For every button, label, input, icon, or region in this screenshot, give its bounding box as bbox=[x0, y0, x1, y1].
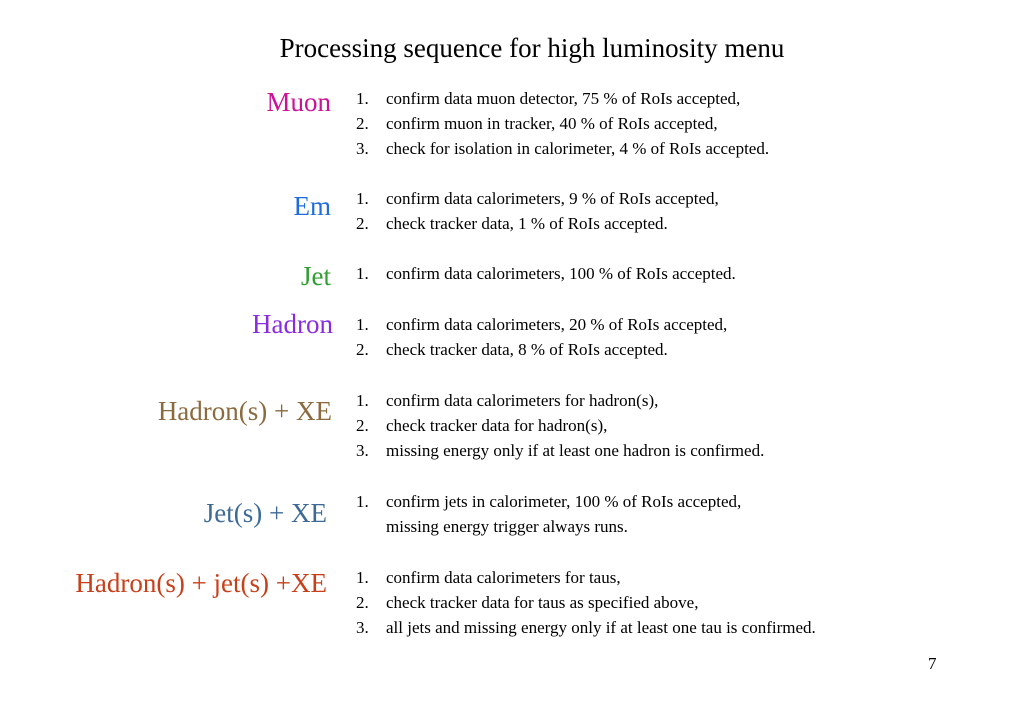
item-text: confirm data muon detector, 75 % of RoIs accepted, bbox=[386, 89, 741, 108]
item-number: 1. bbox=[356, 391, 369, 410]
item-number: 1. bbox=[356, 189, 369, 208]
page-number: 7 bbox=[928, 654, 937, 673]
list-item bbox=[356, 187, 719, 211]
item-number: 2. bbox=[356, 114, 369, 133]
list-item bbox=[356, 389, 658, 413]
item-number: 2. bbox=[356, 340, 369, 359]
item-text: all jets and missing energy only if at least one tau is confirmed. bbox=[386, 618, 816, 637]
list-item bbox=[356, 439, 764, 463]
item-text: confirm data calorimeters, 100 % of RoIs accepted. bbox=[386, 264, 736, 283]
item-text: confirm muon in tracker, 40 % of RoIs accepted, bbox=[386, 114, 718, 133]
item-number: 1. bbox=[356, 89, 369, 108]
list-item bbox=[356, 338, 668, 362]
item-text: confirm jets in calorimeter, 100 % of RoIs accepted, bbox=[386, 492, 742, 511]
list-item bbox=[356, 616, 816, 640]
item-text: check for isolation in calorimeter, 4 % of RoIs accepted. bbox=[386, 139, 770, 158]
section-label-em: Em bbox=[293, 191, 331, 221]
list-item bbox=[356, 87, 740, 111]
item-number: 1. bbox=[356, 568, 369, 587]
section-label-hadron-jets-xe: Hadron(s) + jet(s) +XE bbox=[75, 568, 327, 598]
item-number: 3. bbox=[356, 618, 369, 637]
item-number: 2. bbox=[356, 416, 369, 435]
item-text: confirm data calorimeters for taus, bbox=[386, 568, 621, 587]
item-number: 3. bbox=[356, 441, 369, 460]
section-label-jets-xe: Jet(s) + XE bbox=[203, 498, 327, 528]
item-number: 1. bbox=[356, 264, 369, 283]
item-text: missing energy trigger always runs. bbox=[386, 517, 628, 536]
item-number: 3. bbox=[356, 139, 369, 158]
list-item bbox=[356, 591, 698, 615]
item-text: check tracker data for taus as specified above, bbox=[386, 593, 699, 612]
list-item bbox=[356, 212, 668, 236]
list-item bbox=[356, 112, 718, 136]
item-number: 2. bbox=[356, 593, 369, 612]
item-text: confirm data calorimeters, 9 % of RoIs accepted, bbox=[386, 189, 719, 208]
section-label-hadron-xe: Hadron(s) + XE bbox=[157, 396, 332, 426]
item-text: check tracker data, 1 % of RoIs accepted. bbox=[386, 214, 668, 233]
list-item bbox=[356, 414, 607, 438]
item-text: check tracker data, 8 % of RoIs accepted. bbox=[386, 340, 668, 359]
item-text: confirm data calorimeters for hadron(s), bbox=[386, 391, 659, 410]
item-number: 1. bbox=[356, 315, 369, 334]
list-item bbox=[356, 262, 736, 286]
section-label-hadron: Hadron bbox=[252, 309, 333, 339]
list-item-continuation bbox=[386, 515, 628, 539]
list-item bbox=[356, 566, 621, 590]
list-item bbox=[356, 137, 769, 161]
list-item bbox=[356, 490, 741, 514]
slide-title: Processing sequence for high luminosity menu bbox=[279, 33, 785, 63]
section-label-jet: Jet bbox=[301, 261, 331, 291]
item-number: 1. bbox=[356, 492, 369, 511]
list-item bbox=[356, 313, 727, 337]
item-text: confirm data calorimeters, 20 % of RoIs accepted, bbox=[386, 315, 728, 334]
section-label-muon: Muon bbox=[266, 87, 331, 117]
item-text: check tracker data for hadron(s), bbox=[386, 416, 608, 435]
item-number: 2. bbox=[356, 214, 369, 233]
item-text: missing energy only if at least one hadron is confirmed. bbox=[386, 441, 765, 460]
